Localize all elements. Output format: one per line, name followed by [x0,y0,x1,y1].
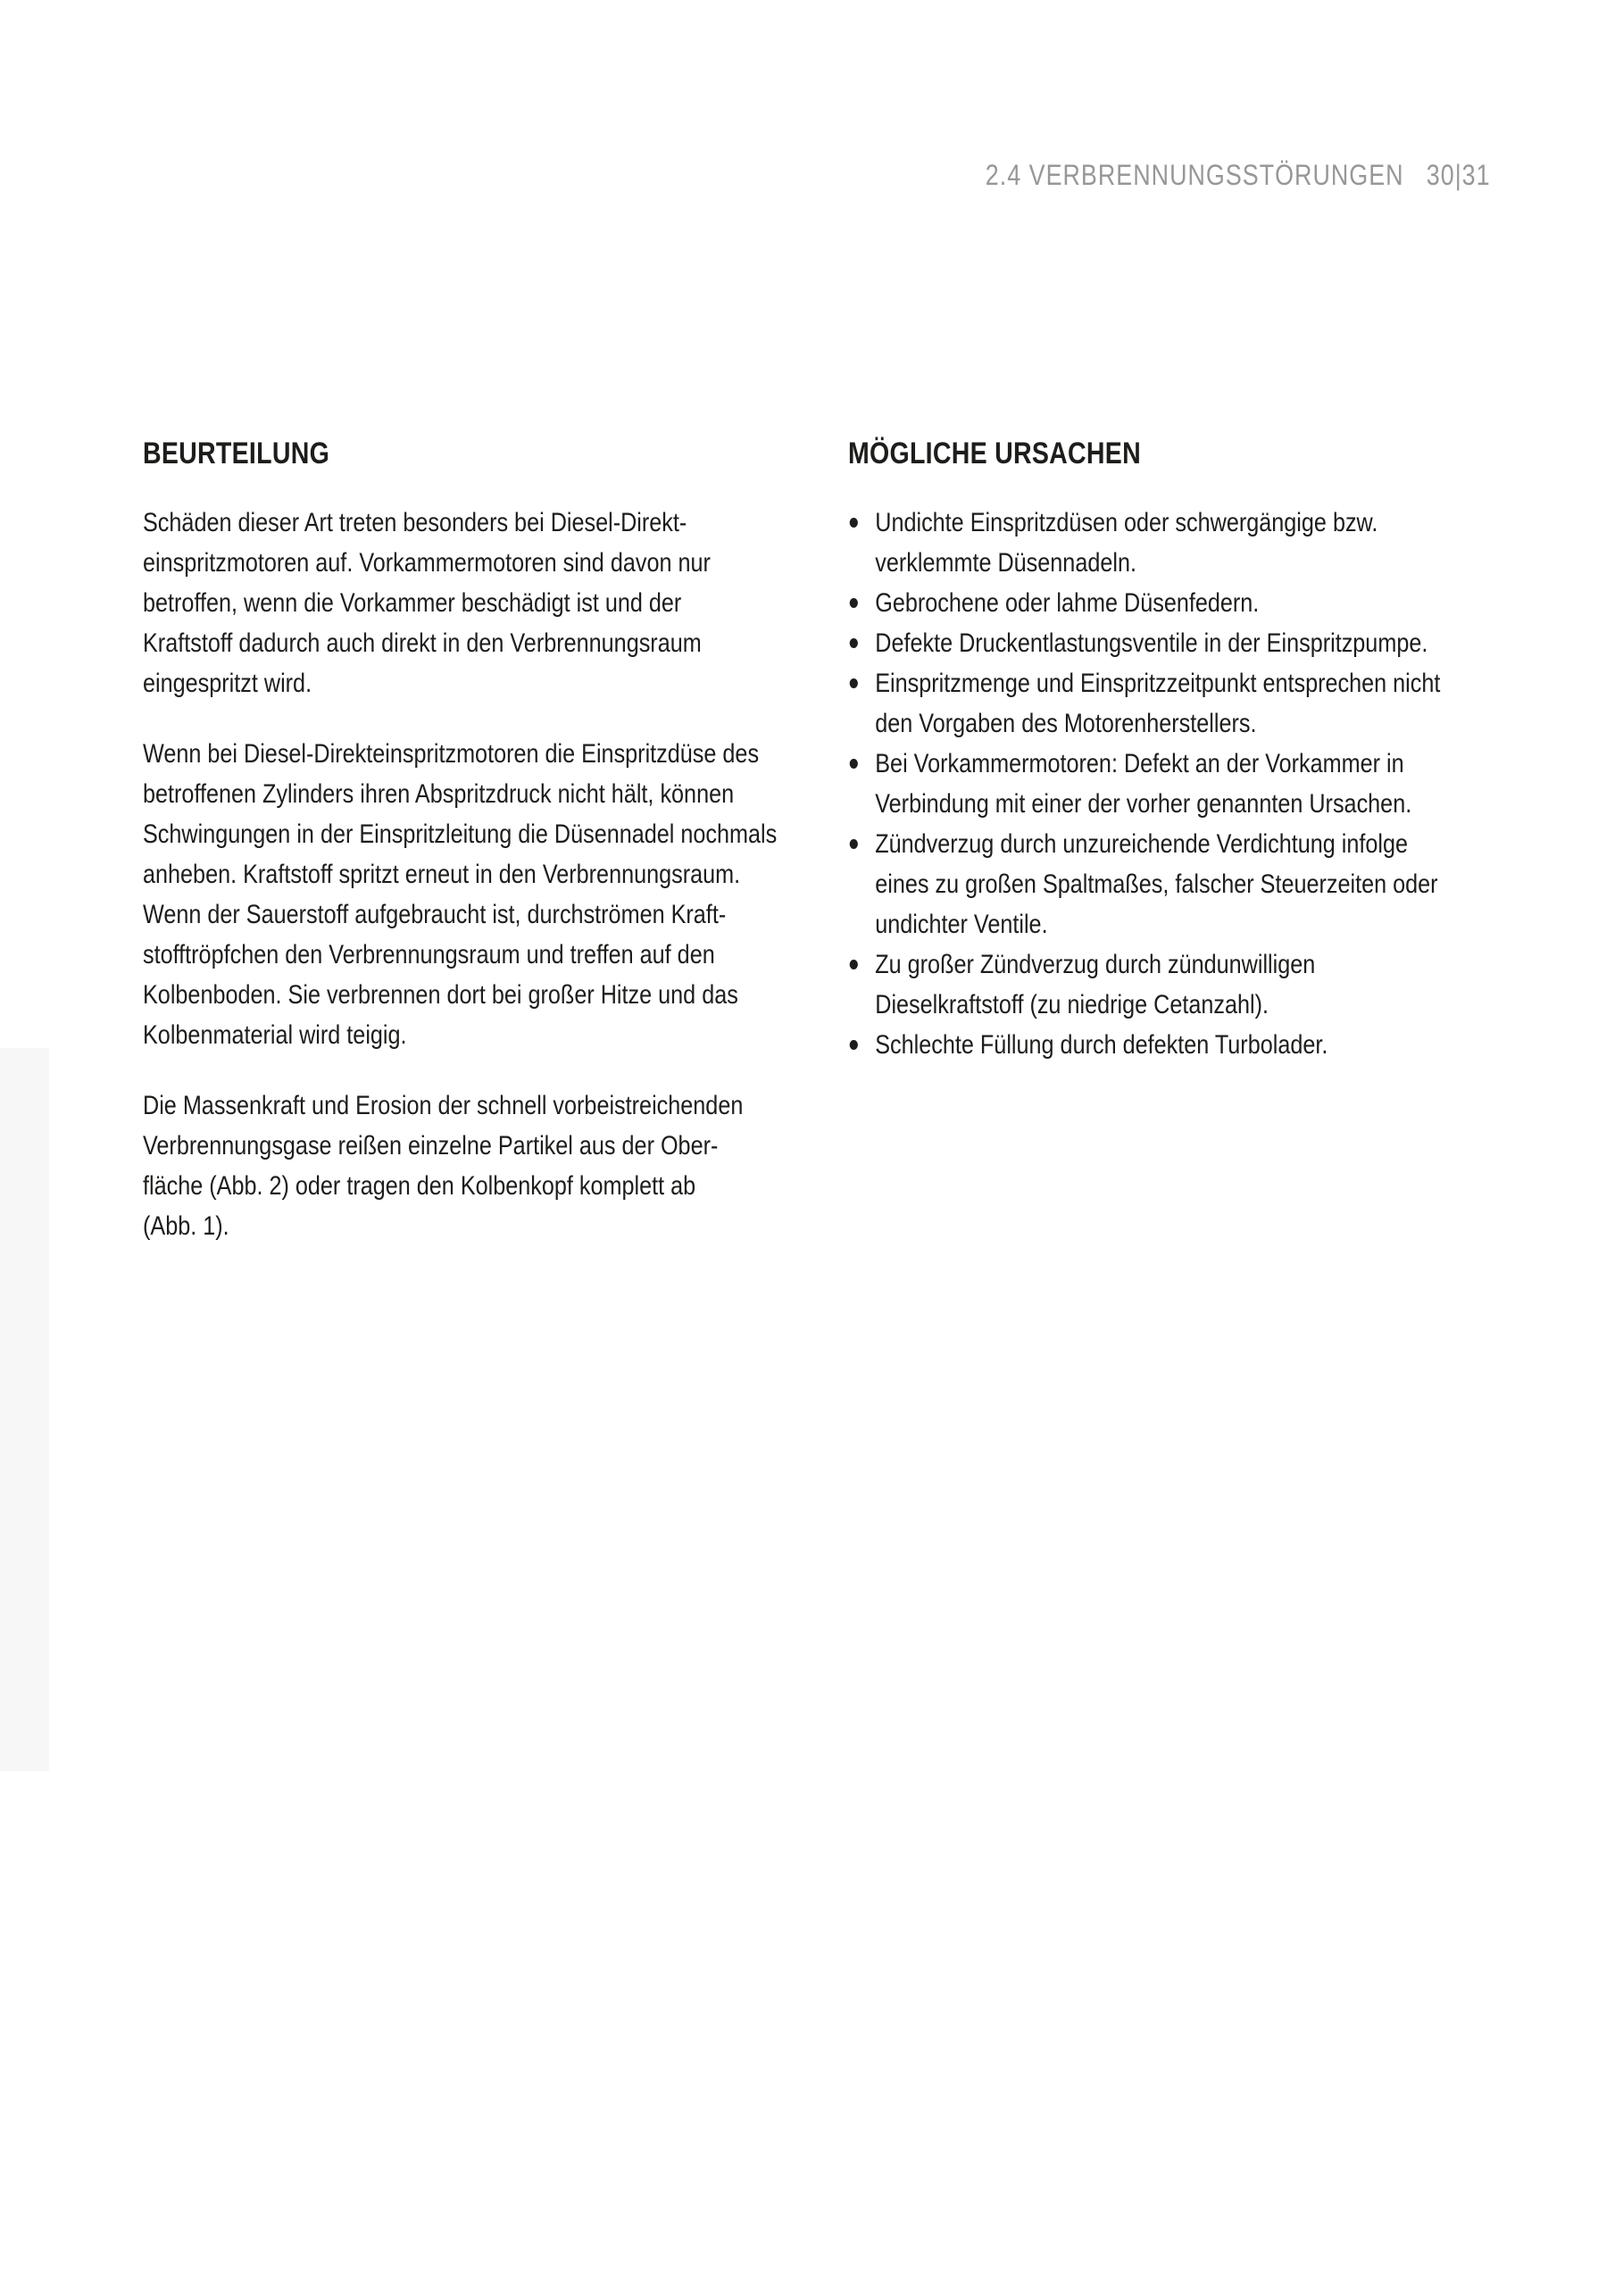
text-line: verklemmte Düsennadeln. [875,548,1136,578]
text-line: Gebrochene oder lahme Düsenfedern. [875,588,1260,618]
text-line: Bei Vorkammermotoren: Defekt an der Vorkammer in [875,749,1404,778]
text-line: Kolbenmaterial wird teigig. [143,1020,407,1050]
text-line: eines zu großen Spaltmaßes, falscher Steuerzeiten oder [875,869,1438,899]
text-line: Schlechte Füllung durch defekten Turbolader. [875,1030,1328,1060]
text-line: Schwingungen in der Einspritzleitung die Düsennadel nochmals [143,819,778,849]
text-line: undichter Ventile. [875,910,1048,939]
bullet-dot-icon [850,638,858,648]
text-line: Kraftstoff dadurch auch direkt in den Verbrennungsraum [143,628,702,658]
bullet-list-item [848,1025,1527,1065]
text-line: Wenn der Sauerstoff aufgebraucht ist, durchströmen Kraft- [143,900,727,929]
bullet-list-item [848,583,1527,623]
text-line: Undichte Einspritzdüsen oder schwergängige bzw. [875,508,1378,537]
text-line: Verbrennungsgase reißen einzelne Partikel aus der Ober- [143,1131,719,1160]
bullet-dot-icon [850,839,858,849]
text-line: anheben. Kraftstoff spritzt erneut in den Verbrennungsraum. [143,860,741,889]
left-margin-strip [0,1048,49,1771]
text-line: den Vorgaben des Motorenherstellers. [875,709,1257,738]
text-line: (Abb. 1). [143,1211,229,1241]
bullet-dot-icon [850,960,858,969]
section-title: 2.4 VERBRENNUNGSSTÖRUNGEN [986,159,1404,191]
text-line: Zu großer Zündverzug durch zündunwilligen [875,950,1316,979]
bullet-list-item [848,744,1527,824]
causes-column [848,437,1527,1065]
text-line: fläche (Abb. 2) oder tragen den Kolbenkopf komplett ab [143,1171,696,1201]
bullet-list-item [848,824,1527,944]
text-line: Einspritzmenge und Einspritzzeitpunkt entsprechen nicht [875,669,1441,698]
bullet-dot-icon [850,759,858,769]
bullet-dot-icon [850,1040,858,1050]
paragraph [143,1086,781,1246]
text-line: einspritzmotoren auf. Vorkammermotoren sind davon nur [143,548,711,578]
text-line: Schäden dieser Art treten besonders bei Diesel-Direkt- [143,508,687,537]
paragraph [143,734,781,1055]
bullet-dot-icon [850,598,858,608]
text-line: stofftröpfchen den Verbrennungsraum und treffen auf den [143,940,715,969]
causes-list [848,503,1527,1065]
bullet-list-item [848,623,1527,663]
text-line: Defekte Druckentlastungsventile in der Einspritzpumpe. [875,628,1428,658]
bullet-list-item [848,663,1527,744]
bullet-list-item [848,503,1527,583]
text-line: Zündverzug durch unzureichende Verdichtung infolge [875,829,1409,859]
assessment-paragraphs [143,503,781,1246]
page-numbers: 30|31 [1427,159,1491,191]
text-line: Wenn bei Diesel-Direkteinspritzmotoren die Einspritzdüse des [143,739,760,769]
causes-heading: MÖGLICHE URSACHEN [848,437,1141,470]
text-line: betroffenen Zylinders ihren Abspritzdruck nicht hält, können [143,779,735,809]
assessment-column [143,437,781,1246]
text-line: Kolbenboden. Sie verbrennen dort bei großer Hitze und das [143,980,738,1010]
bullet-dot-icon [850,518,858,528]
text-line: betroffen, wenn die Vorkammer beschädigt ist und der [143,588,682,618]
text-line: Die Massenkraft und Erosion der schnell vorbeistreichenden [143,1091,744,1120]
paragraph [143,503,781,703]
text-line: Verbindung mit einer der vorher genannten Ursachen. [875,789,1412,819]
page-header [889,157,1491,193]
bullet-dot-icon [850,678,858,688]
assessment-heading: BEURTEILUNG [143,437,330,470]
text-line: eingespritzt wird. [143,669,312,698]
bullet-list-item [848,944,1527,1025]
text-line: Dieselkraftstoff (zu niedrige Cetanzahl). [875,990,1269,1019]
